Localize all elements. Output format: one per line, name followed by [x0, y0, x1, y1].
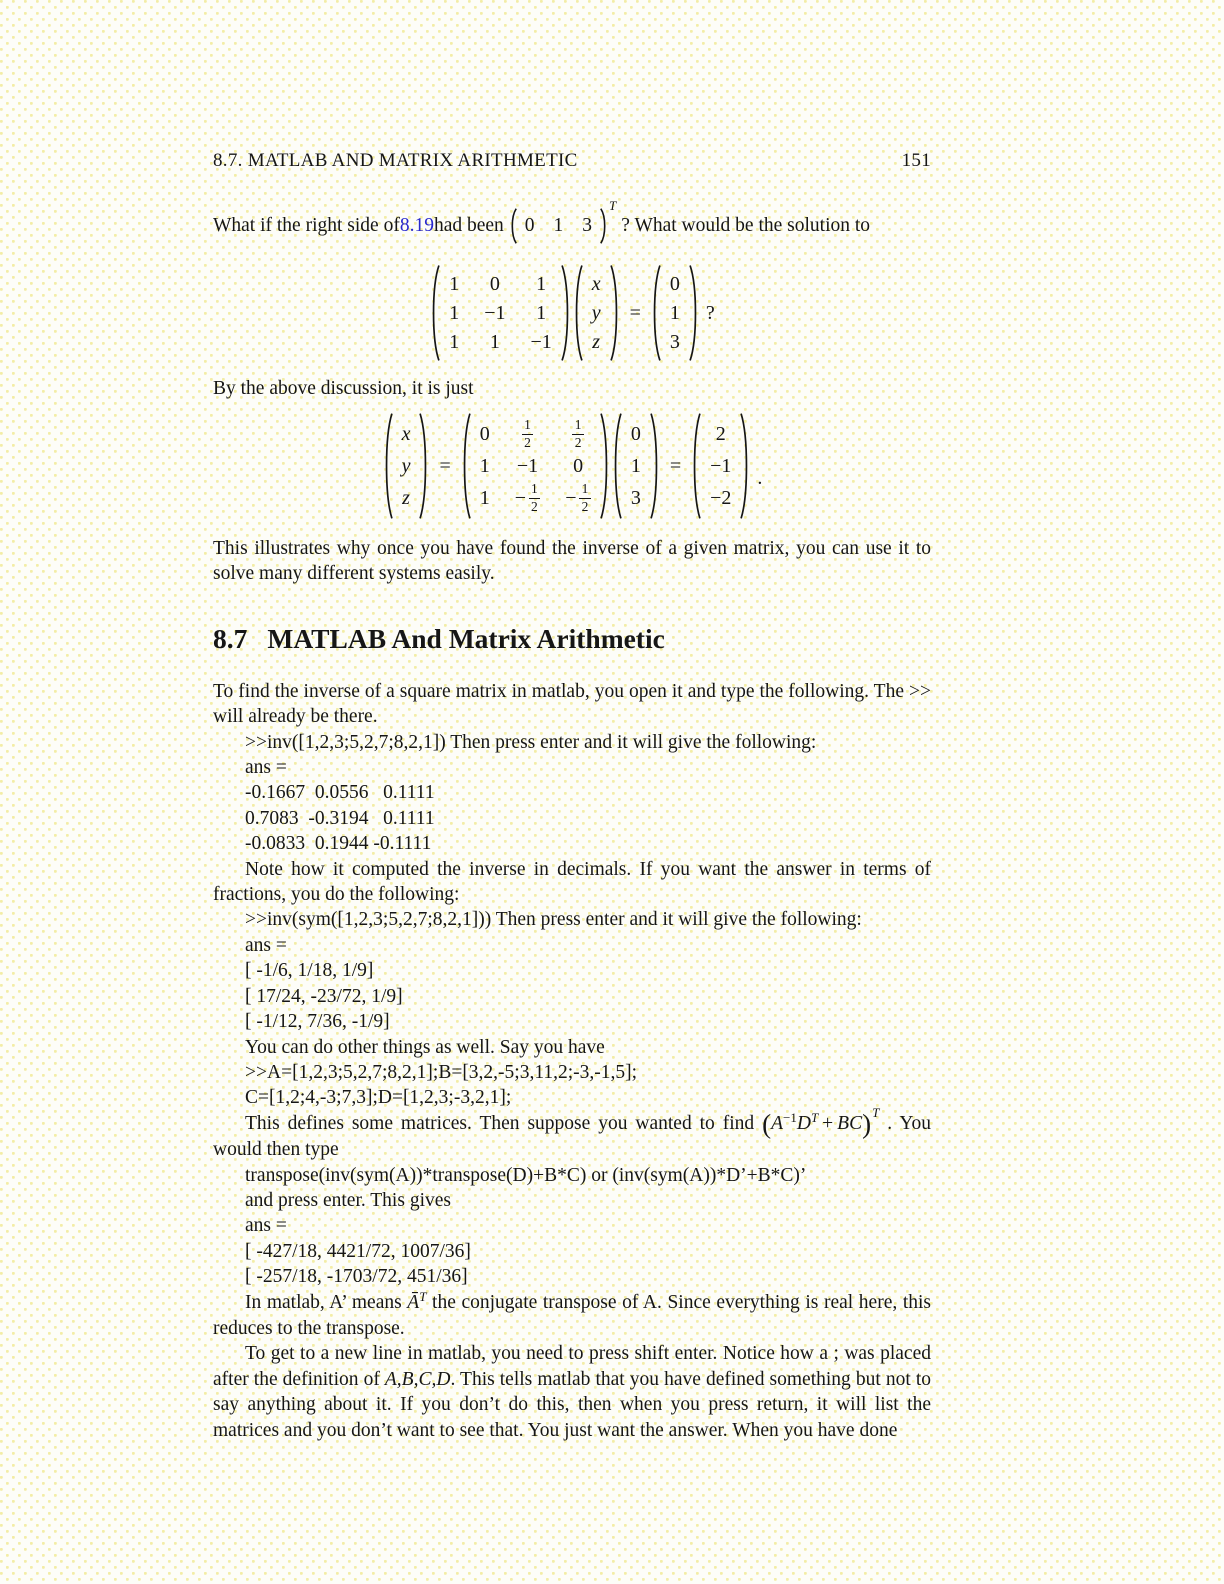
right-paren-icon: [650, 412, 661, 520]
left-paren-icon: (: [762, 1108, 772, 1139]
equation-ref-link[interactable]: 8.19: [399, 215, 434, 236]
vector-entry: 1: [553, 215, 564, 236]
between-text: By the above discussion, it is just: [213, 378, 474, 399]
matlab-output-row: [ -257/18, -1703/72, 451/36]: [245, 1266, 468, 1288]
line-press-enter: and press enter. This gives: [245, 1189, 451, 1211]
vector-entry: 3: [582, 215, 593, 236]
left-paren-icon: [382, 412, 393, 520]
right-paren-icon: ): [862, 1108, 872, 1139]
matlab-output-row: [ 17/24, -23/72, 1/9]: [245, 985, 403, 1007]
coefficient-matrix: [429, 264, 572, 362]
right-paren-icon: [600, 208, 608, 244]
page-content: [213, 150, 931, 1443]
vector-entry: 3: [669, 331, 680, 354]
equation-2: [213, 412, 931, 520]
vector-entry: 3: [630, 487, 641, 509]
matrix-cell: −1: [516, 455, 539, 477]
matrix-cell: 1: [449, 301, 460, 324]
vector-entry: 0: [524, 215, 535, 236]
matlab-command-line: >>inv([1,2,3;5,2,7;8,2,1]) Then press enter and it will give the following:: [245, 731, 817, 753]
left-paren-icon: [611, 412, 622, 520]
intro-text-2: had been: [433, 215, 504, 236]
matrix-names: A,B,C,D: [384, 1368, 451, 1390]
matlab-output-row: [ -1/6, 1/18, 1/9]: [245, 960, 374, 982]
vector-entry: 0: [669, 272, 680, 295]
matrix-cell: 1: [479, 487, 490, 509]
matrix-cell: 1: [449, 272, 460, 295]
equation-punctuation: ?: [705, 301, 715, 324]
inline-row-vector: [509, 198, 617, 246]
matlab-output-row: 0.7083 -0.3194 0.1111: [245, 807, 435, 829]
matrix-cell: 0: [573, 455, 584, 477]
running-header-title: 8.7. MATLAB AND MATRIX ARITHMETIC: [213, 150, 578, 171]
equation-1: [213, 262, 931, 364]
rhs-vector: [611, 412, 661, 520]
paragraph-new-line: To get to a new line in matlab, you need to press shift enter. Notice how a ; was placed after the definition of A,B,C,D. This tells matlab that you have defined something but not to say anything about it. If you don’t do this, then when you press return, it will list the matrices and you don’t want to see that. You just want the answer. When you have done: [213, 1343, 931, 1441]
vector-entry: −1: [710, 455, 732, 477]
result-vector: [690, 412, 751, 520]
vector-entry: y: [591, 301, 601, 324]
equation-punctuation: .: [757, 466, 763, 489]
unknown-vector: [572, 264, 621, 362]
paragraph-find-inverse: To find the inverse of a square matrix in matlab, you open it and type the following. The >> will already be there.: [213, 680, 931, 728]
matlab-output-row: -0.0833 0.1944 -0.1111: [245, 833, 432, 855]
left-paren-icon: [572, 264, 583, 362]
right-paren-icon: [600, 412, 611, 520]
matlab-command-line: C=[1,2;4,-3;7,3];D=[1,2,3;-3,2,1];: [245, 1087, 512, 1109]
matrix-cell: 1: [489, 331, 500, 354]
section-heading: [213, 623, 931, 655]
matrix-cell: $\frac{1}{2}$: [522, 418, 534, 450]
inverse-matrix: [460, 412, 611, 520]
right-paren-icon: [610, 264, 621, 362]
vector-entry: 1: [669, 301, 680, 324]
equals-sign: =: [439, 454, 451, 477]
a-bar-symbol: Ā: [407, 1291, 420, 1313]
right-paren-icon: [689, 264, 700, 362]
vector-entry: x: [401, 423, 411, 445]
equals-sign: =: [629, 301, 641, 324]
vector-entry: x: [591, 272, 601, 295]
section-title: MATLAB And Matrix Arithmetic: [267, 622, 665, 654]
paragraph-note-decimals: Note how it computed the inverse in decimals. If you want the answer in terms of fractions, you do the following:: [213, 858, 931, 906]
right-paren-icon: [419, 412, 430, 520]
vector-entry: y: [401, 455, 411, 477]
intro-text-1: What if the right side of: [213, 215, 400, 236]
matrix-cell: 1: [536, 272, 547, 295]
left-paren-icon: [509, 208, 517, 244]
matrix-cell: 0: [479, 423, 490, 445]
vector-entry: z: [402, 487, 410, 509]
matrix-cell: $\frac{1}{2}$: [572, 418, 584, 450]
vector-entry: 0: [630, 423, 641, 445]
running-header: [213, 150, 931, 172]
left-paren-icon: [690, 412, 701, 520]
matlab-ans-line: ans =: [245, 757, 287, 779]
left-paren-icon: [429, 264, 440, 362]
matlab-ans-line: ans =: [245, 934, 287, 956]
matlab-command-line: >>inv(sym([1,2,3;5,2,7;8,2,1])) Then press enter and it will give the following:: [245, 909, 862, 931]
intro-text-3: ? What would be the solution to: [621, 215, 871, 236]
matlab-command-line: >>A=[1,2,3;5,2,7;8,2,1];B=[3,2,-5;3,11,2;-3,-1,5];: [245, 1061, 638, 1083]
transpose-superscript: T: [609, 198, 617, 213]
equals-sign: =: [669, 454, 682, 477]
section-number: 8.7: [213, 622, 248, 654]
intro-paragraph: [213, 198, 931, 246]
right-paren-icon: [561, 264, 572, 362]
vector-entry: 1: [630, 455, 641, 477]
paragraph-defines-matrices: This defines some matrices. Then suppose you wanted to find $(A^{-1}D^T + BC)^T$ . You would then type: [213, 1104, 931, 1161]
matrix-cell: 0: [489, 272, 500, 295]
vector-entry: z: [592, 331, 601, 354]
vector-entry: 2: [715, 423, 726, 445]
inline-math-expression: $(A^{-1}D^T + BC)^T$: [762, 1104, 880, 1139]
left-paren-icon: [460, 412, 471, 520]
line-other-things: You can do other things as well. Say you have: [245, 1036, 605, 1058]
rhs-vector: [650, 264, 700, 362]
paragraph-inverse: This illustrates why once you have found the inverse of a given matrix, you can use it to solve many different systems easily.: [213, 538, 931, 585]
paragraph-conjugate-transpose: In matlab, A’ means $Ā^T$ the conjugate transpose of A. Since everything is real here, this reduces to the transpose.: [213, 1288, 931, 1339]
matrix-cell: − $\frac{1}{2}$: [565, 482, 591, 514]
matrix-cell: − $\frac{1}{2}$: [515, 482, 541, 514]
matlab-output-row: [ -1/12, 7/36, -1/9]: [245, 1011, 390, 1033]
matlab-output-row: [ -427/18, 4421/72, 1007/36]: [245, 1240, 471, 1262]
right-paren-icon: [740, 412, 751, 520]
left-paren-icon: [650, 264, 661, 362]
matlab-ans-line: ans =: [245, 1215, 287, 1237]
matrix-cell: −1: [530, 331, 552, 354]
matlab-command-line: transpose(inv(sym(A))*transpose(D)+B*C) or (inv(sym(A))*D’+B*C)’: [245, 1164, 807, 1186]
matlab-output-row: -0.1667 0.0556 0.1111: [245, 782, 435, 804]
page-number: 151: [901, 150, 931, 171]
unknown-vector: [382, 412, 431, 520]
vector-entry: −2: [710, 487, 732, 509]
matrix-cell: 1: [536, 301, 547, 324]
matrix-cell: 1: [479, 455, 490, 477]
matrix-cell: −1: [484, 301, 506, 324]
body-text: [213, 679, 931, 1443]
matrix-cell: 1: [449, 331, 460, 354]
